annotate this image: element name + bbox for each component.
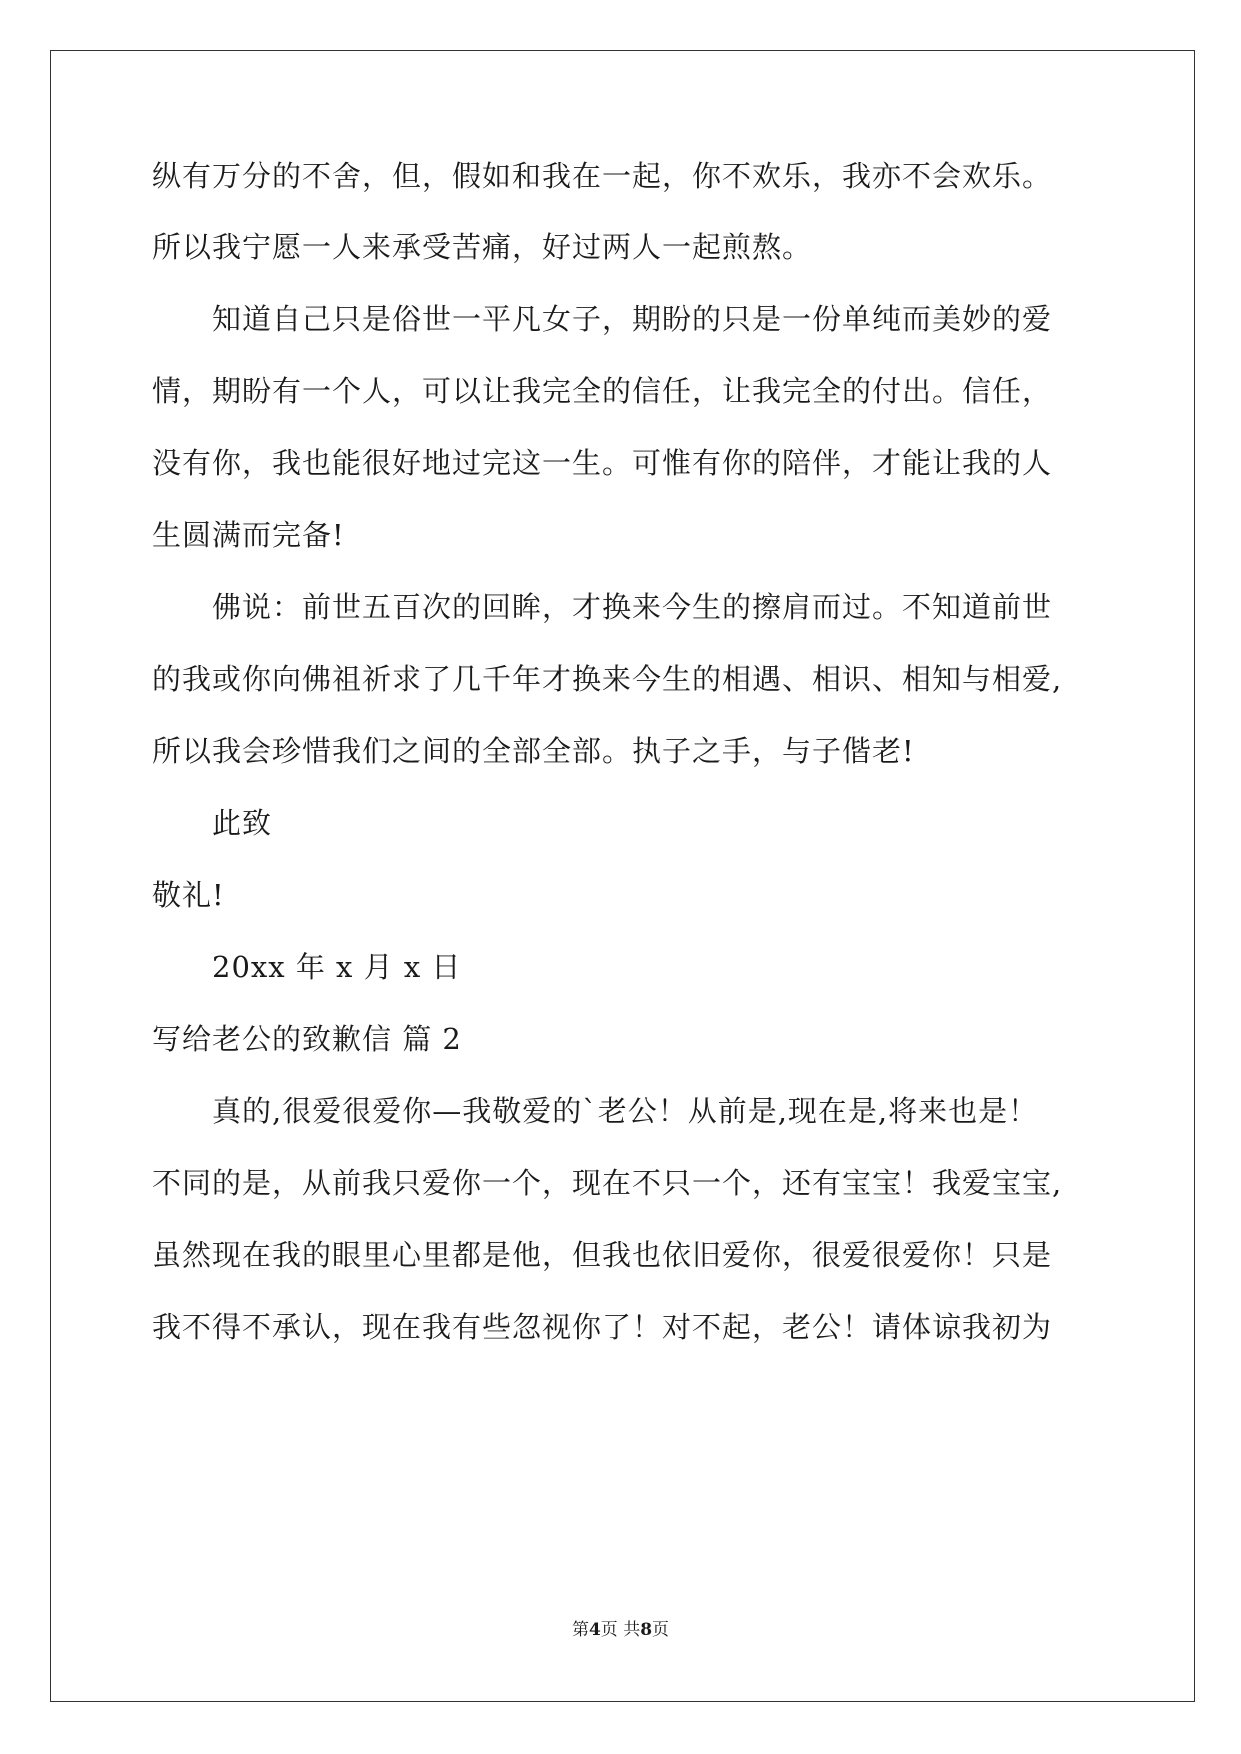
text-line: 所以我宁愿一人来承受苦痛，好过两人一起煎熬。 <box>152 230 813 264</box>
text-line: 虽然现在我的眼里心里都是他，但我也依旧爱你，很爱很爱你！只是 <box>152 1238 1053 1272</box>
text-line: 我不得不承认，现在我有些忽视你了！对不起，老公！请体谅我初为 <box>152 1310 1053 1344</box>
text-line: 不同的是，从前我只爱你一个，现在不只一个，还有宝宝！我爱宝宝, <box>152 1166 1063 1200</box>
text-line: 佛说：前世五百次的回眸，才换来今生的擦肩而过。不知道前世 <box>212 590 1053 624</box>
footer-middle: 页 共 <box>600 1620 641 1640</box>
closing-regards: 敬礼! <box>152 878 225 912</box>
page-footer <box>0 1618 1241 1642</box>
closing-salutation: 此致 <box>212 806 273 840</box>
current-page-number: 4 <box>588 1620 601 1640</box>
text-line: 纵有万分的不舍，但，假如和我在一起，你不欢乐，我亦不会欢乐。 <box>152 159 1053 193</box>
text-line: 知道自己只是俗世一平凡女子，期盼的只是一份单纯而美妙的爱 <box>212 302 1053 336</box>
text-line: 情，期盼有一个人，可以让我完全的信任，让我完全的付出。信任， <box>152 374 1053 408</box>
footer-suffix: 页 <box>652 1620 670 1640</box>
text-line: 真的,很爱很爱你—我敬爱的`老公！从前是,现在是,将来也是！ <box>212 1094 1039 1128</box>
text-line: 所以我会珍惜我们之间的全部全部。执子之手，与子偕老! <box>152 734 915 768</box>
text-line: 生圆满而完备! <box>152 518 345 552</box>
section-heading: 写给老公的致歉信 篇 2 <box>152 1022 462 1056</box>
total-page-number: 8 <box>640 1620 653 1640</box>
text-line: 的我或你向佛祖祈求了几千年才换来今生的相遇、相识、相知与相爱, <box>152 662 1063 696</box>
page-border <box>50 50 1195 1702</box>
letter-date: 20xx 年 x 月 x 日 <box>212 950 462 984</box>
text-line: 没有你，我也能很好地过完这一生。可惟有你的陪伴，才能让我的人 <box>152 446 1053 480</box>
footer-prefix: 第 <box>571 1620 589 1640</box>
